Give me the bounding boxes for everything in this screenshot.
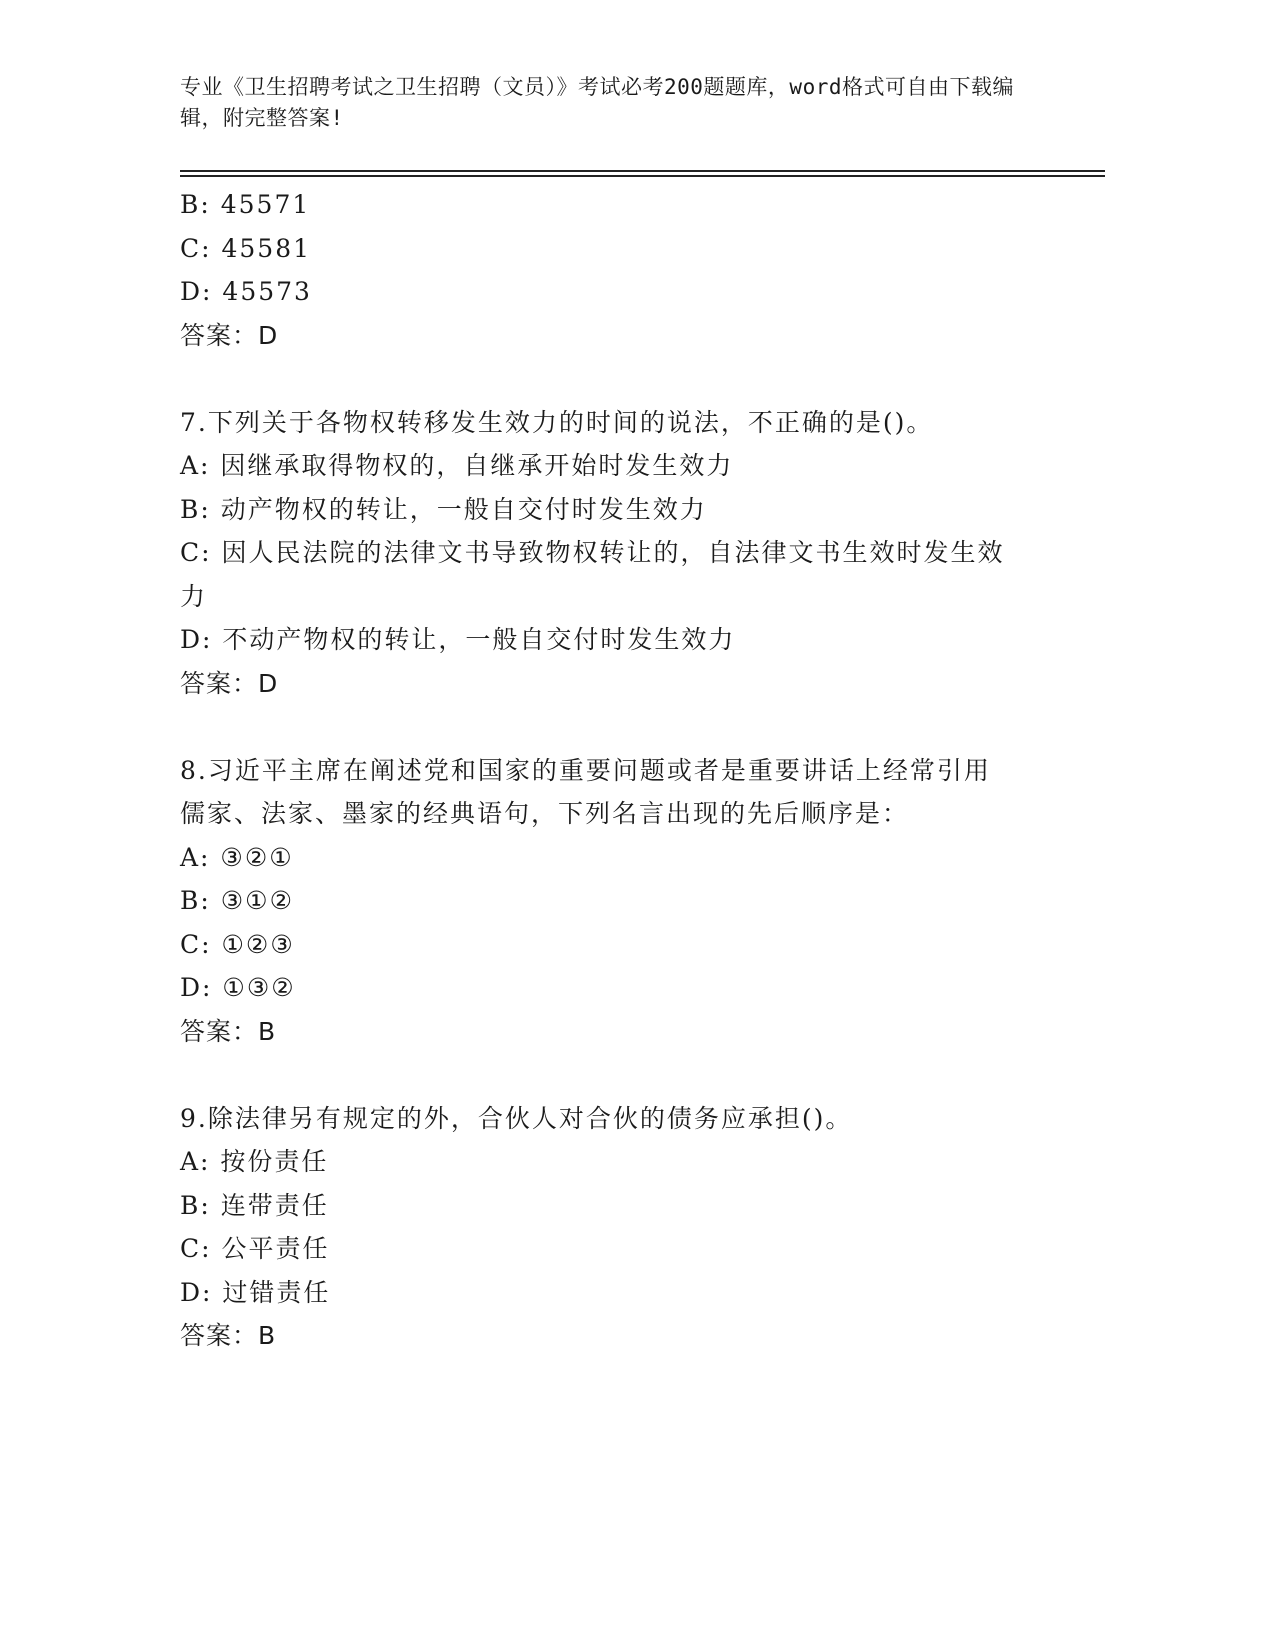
option-c: C: 因人民法院的法律文书导致物权转让的，自法律文书生效时发生效 — [180, 538, 1005, 567]
option-d: D: 过错责任 — [180, 1277, 331, 1307]
option-a: A: 因继承取得物权的，自继承开始时发生效力 — [180, 451, 734, 480]
question-6 — [180, 183, 1060, 357]
document-header: 专业《卫生招聘考试之卫生招聘（文员）》考试必考200题题库，word格式可自由下载编辑，附完整答案! — [180, 75, 1014, 130]
option-a: A: ③②① — [180, 842, 294, 872]
answer: 答案：B — [180, 1016, 277, 1046]
header-rule-bottom — [180, 175, 1105, 177]
option-d: D: 45573 — [180, 277, 312, 306]
option-b: B: ③①② — [180, 886, 294, 915]
answer: 答案：D — [180, 320, 279, 350]
option-b: B: 45571 — [180, 190, 311, 219]
question-text: 9.除法律另有规定的外，合伙人对合伙的债务应承担()。 — [180, 1103, 853, 1133]
question-7 — [180, 401, 1060, 706]
question-text: 7.下列关于各物权转移发生效力的时间的说法，不正确的是()。 — [180, 407, 934, 437]
option-d: D: 不动产物权的转让，一般自交付时发生效力 — [180, 625, 736, 654]
question-text-continued: 儒家、法家、墨家的经典语句，下列名言出现的先后顺序是： — [180, 799, 910, 828]
option-a: A: 按份责任 — [180, 1147, 329, 1176]
option-c: C: ①②③ — [180, 929, 295, 959]
question-list — [180, 183, 1060, 1358]
header-rule-top — [180, 170, 1105, 172]
question-8 — [180, 749, 1060, 1054]
answer: 答案：B — [180, 1321, 277, 1350]
option-b: B: 连带责任 — [180, 1190, 329, 1220]
question-text: 8.习近平主席在阐述党和国家的重要问题或者是重要讲话上经常引用 — [180, 755, 991, 785]
option-c-continued: 力 — [180, 581, 208, 611]
option-b: B: 动产物权的转让，一般自交付时发生效力 — [180, 494, 707, 524]
question-9 — [180, 1097, 1060, 1358]
option-d: D: ①③② — [180, 973, 296, 1002]
answer: 答案：D — [180, 668, 279, 698]
option-c: C: 45581 — [180, 233, 312, 263]
option-c: C: 公平责任 — [180, 1234, 330, 1263]
